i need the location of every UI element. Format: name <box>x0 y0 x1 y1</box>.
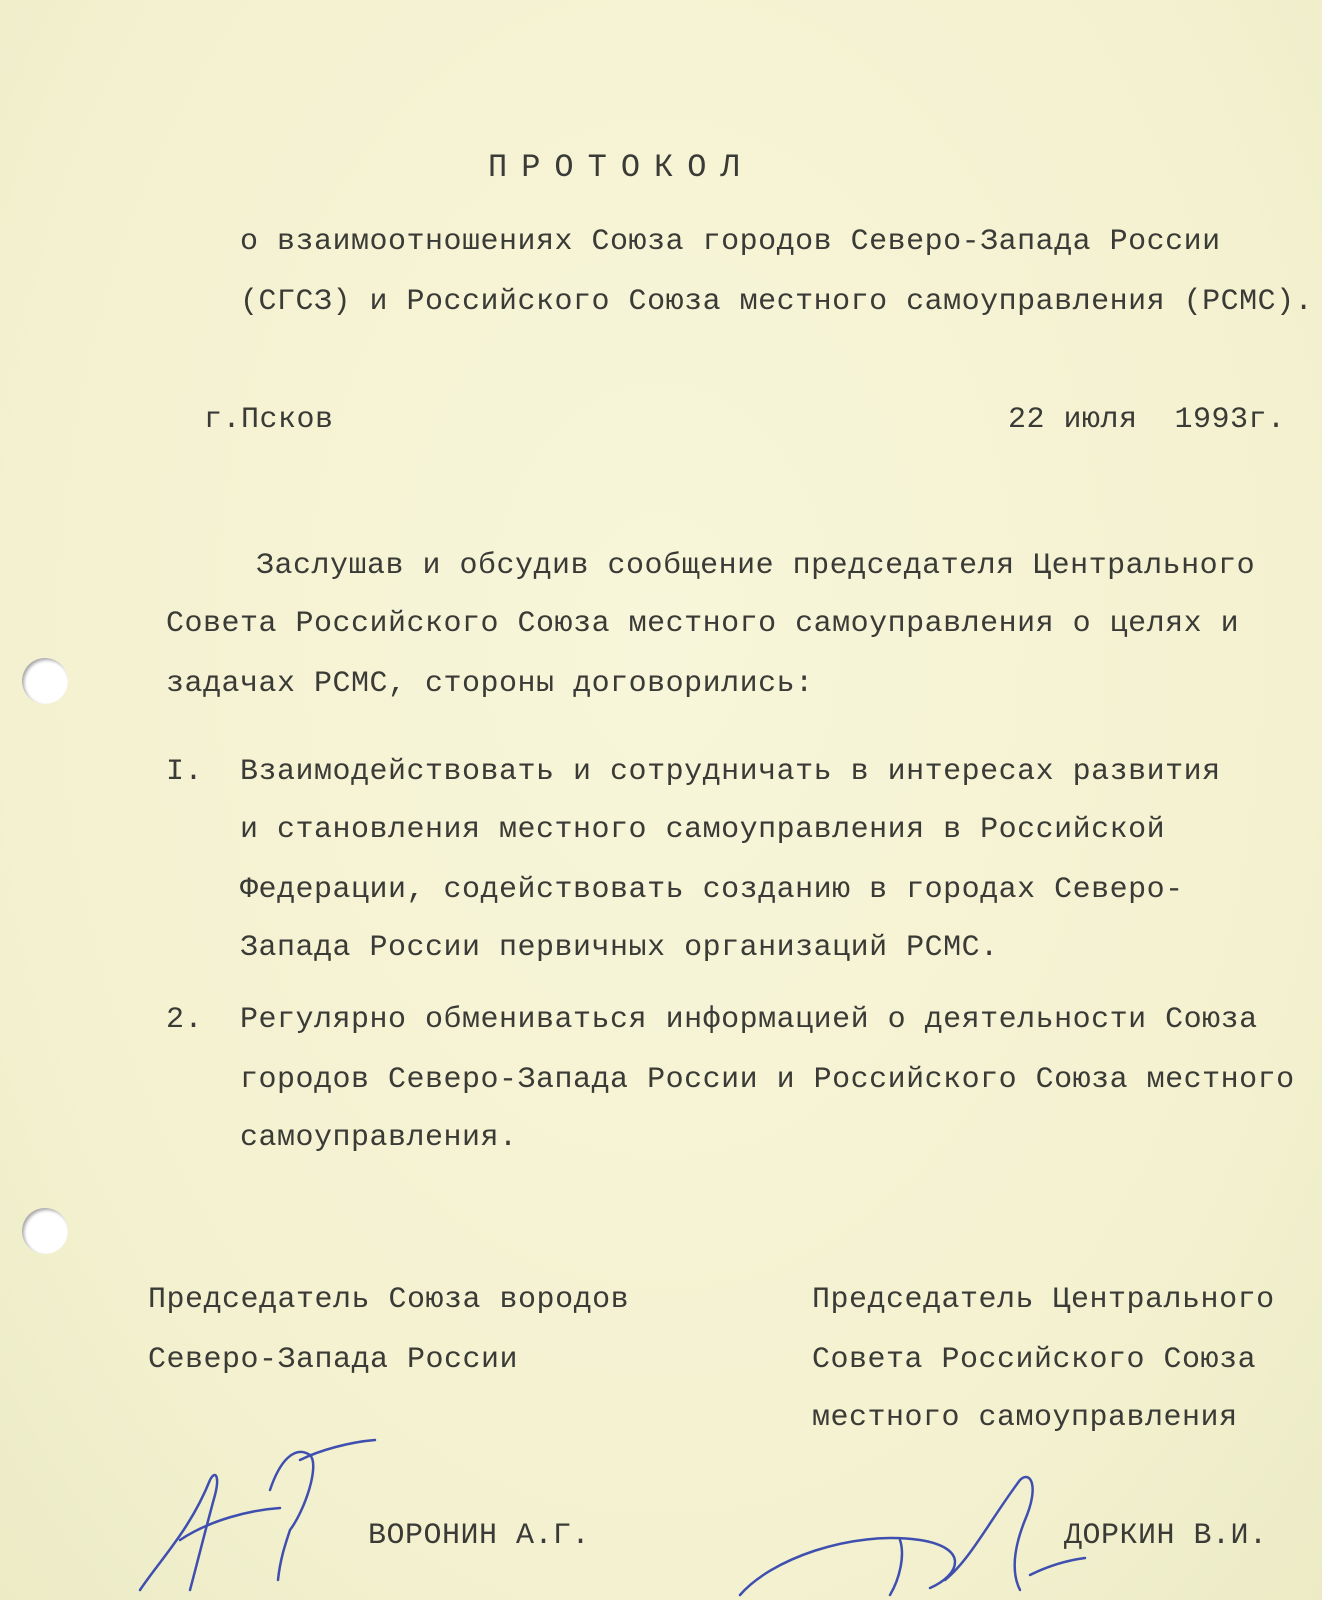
intro-line-2: Совета Российского Союза местного самоуправления о целях и <box>166 607 1240 641</box>
place: г.Псков <box>204 403 334 437</box>
item-1-line-3: Федерации, содействовать созданию в городах Северо- <box>240 873 1184 907</box>
right-signatory-title-1: Председатель Центрального <box>812 1283 1275 1317</box>
item-1-number: I. <box>166 755 204 789</box>
left-signatory-title-2: Северо-Запада России <box>148 1343 519 1377</box>
item-2-line-2: городов Северо-Запада России и Российского Союза местного <box>240 1063 1295 1097</box>
date: 22 июля 1993г. <box>1008 403 1286 437</box>
right-signatory-name: ДОРКИН В.И. <box>1064 1519 1268 1553</box>
item-2-line-1: Регулярно обмениваться информацией о деятельности Союза <box>240 1003 1258 1037</box>
left-signature <box>120 1420 380 1600</box>
item-2-line-3: самоуправления. <box>240 1121 518 1155</box>
right-signatory-title-3: местного самоуправления <box>812 1401 1238 1435</box>
intro-line-3: задачах РСМС, стороны договорились: <box>166 667 814 701</box>
item-2-number: 2. <box>166 1003 204 1037</box>
right-signature <box>730 1460 1090 1600</box>
item-1-line-1: Взаимодействовать и сотрудничать в интересах развития <box>240 755 1221 789</box>
right-signatory-title-2: Совета Российского Союза <box>812 1343 1257 1377</box>
left-signatory-title-1: Председатель Союза вородов <box>148 1283 630 1317</box>
punch-hole-top <box>22 658 68 704</box>
item-1-line-4: Запада России первичных организаций РСМС. <box>240 931 999 965</box>
subtitle-line-1: о взаимоотношениях Союза городов Северо-Запада России <box>240 225 1221 259</box>
document-title: ПРОТОКОЛ <box>488 149 754 186</box>
intro-line-1: Заслушав и обсудив сообщение председателя Центрального <box>256 549 1256 583</box>
subtitle-line-2: (СГСЗ) и Российского Союза местного самоуправления (РСМС). <box>240 285 1314 319</box>
left-signatory-name: ВОРОНИН А.Г. <box>368 1519 591 1553</box>
item-1-line-2: и становления местного самоуправления в Российской <box>240 813 1166 847</box>
punch-hole-bottom <box>22 1208 68 1254</box>
